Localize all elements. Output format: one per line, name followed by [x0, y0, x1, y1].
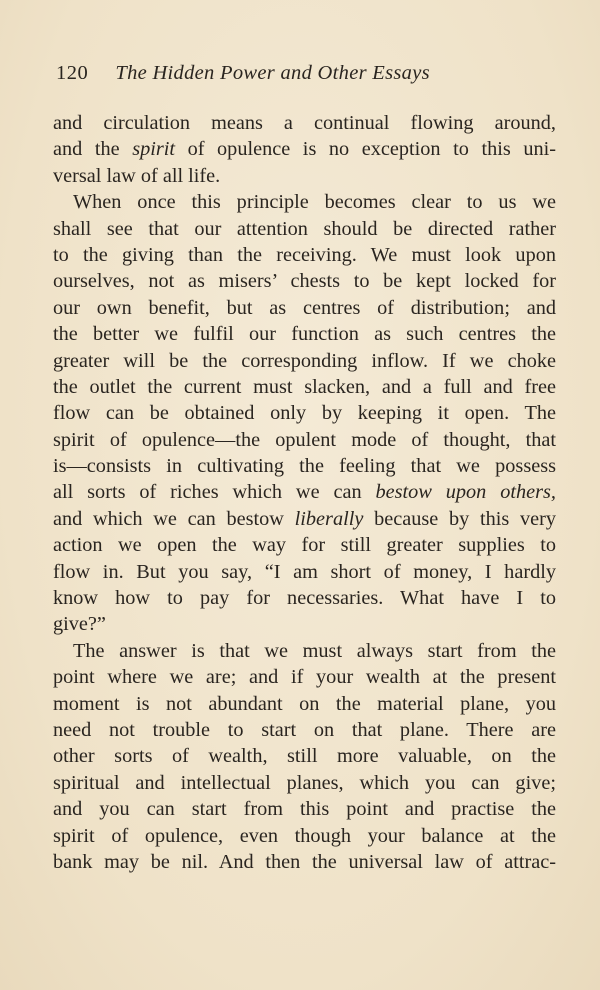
- page-number: 120: [56, 62, 89, 84]
- text-line: [53, 189, 556, 215]
- text-line: [53, 823, 556, 849]
- text-line: [53, 849, 556, 875]
- text-line: [53, 295, 556, 321]
- text-line: [53, 163, 556, 189]
- text-segment: bank may be nil. And then the universal law of attrac-: [53, 850, 556, 873]
- text-segment: of opulence is no exception to this uni-: [175, 138, 556, 161]
- text-segment: point where we are; and if your wealth at the present: [53, 666, 556, 689]
- text-line: [53, 506, 556, 532]
- body-text: [53, 110, 556, 875]
- text-line: [53, 242, 556, 268]
- running-title: The Hidden Power and Other Essays: [115, 62, 430, 84]
- text-segment: versal law of all life.: [53, 164, 221, 187]
- text-segment: know how to pay for necessaries. What have I to: [53, 587, 556, 610]
- text-segment: need not trouble to start on that plane. There are: [53, 718, 556, 741]
- text-segment: spirit of opulence—the opulent mode of thought, that: [53, 428, 556, 451]
- text-segment: ourselves, not as misers’ chests to be kept locked for: [53, 270, 556, 293]
- text-segment: is—consists in cultivating the feeling that we possess: [53, 455, 556, 478]
- text-line: [53, 664, 556, 690]
- italic-text: spirit: [132, 138, 176, 161]
- text-line: [53, 427, 556, 453]
- text-line: [53, 717, 556, 743]
- text-segment: and the: [53, 138, 133, 161]
- text-segment: and circulation means a continual flowing around,: [53, 112, 556, 134]
- italic-text: liberally: [294, 507, 364, 530]
- text-line: [53, 796, 556, 822]
- italic-text: bestow upon others,: [375, 481, 556, 504]
- text-line: [53, 585, 556, 611]
- text-segment: spirit of opulence, even though your balance at the: [53, 824, 556, 847]
- text-segment: all sorts of riches which we can: [53, 481, 376, 504]
- text-segment: When once this principle becomes clear to us we: [73, 191, 556, 214]
- text-line: [53, 216, 556, 242]
- text-segment: spiritual and intellectual planes, which you can give;: [53, 771, 556, 794]
- text-line: [53, 638, 556, 664]
- text-segment: and you can start from this point and practise the: [53, 798, 556, 821]
- text-line: [53, 559, 556, 585]
- text-segment: flow in. But you say, “I am short of money, I hardly: [53, 560, 556, 583]
- text-segment: our own benefit, but as centres of distribution; and: [53, 296, 556, 319]
- text-segment: shall see that our attention should be directed rather: [53, 217, 556, 240]
- text-line: [53, 348, 556, 374]
- text-line: [53, 479, 556, 505]
- text-line: [53, 611, 556, 637]
- text-segment: flow can be obtained only by keeping it open. The: [53, 402, 556, 425]
- text-segment: moment is not abundant on the material plane, you: [53, 692, 556, 715]
- text-line: [53, 691, 556, 717]
- text-line: [53, 770, 556, 796]
- text-segment: because by this very: [363, 507, 556, 530]
- text-segment: action we open the way for still greater supplies to: [53, 534, 556, 557]
- text-line: [53, 268, 556, 294]
- text-segment: the outlet the current must slacken, and a full and free: [53, 375, 556, 398]
- text-segment: greater will be the corresponding inflow. If we choke: [53, 349, 556, 372]
- text-segment: The answer is that we must always start from the: [73, 639, 556, 662]
- text-segment: and which we can bestow: [53, 507, 295, 530]
- running-header: [56, 62, 430, 85]
- text-segment: give?”: [53, 613, 106, 636]
- text-line: [53, 321, 556, 347]
- text-segment: other sorts of wealth, still more valuable, on the: [53, 745, 556, 768]
- text-segment: to the giving than the receiving. We must look upon: [53, 243, 556, 266]
- text-segment: the better we fulfil our function as such centres the: [53, 323, 556, 346]
- text-line: [53, 110, 556, 136]
- text-line: [53, 400, 556, 426]
- text-line: [53, 374, 556, 400]
- text-line: [53, 743, 556, 769]
- text-line: [53, 453, 556, 479]
- text-line: [53, 136, 556, 162]
- text-line: [53, 532, 556, 558]
